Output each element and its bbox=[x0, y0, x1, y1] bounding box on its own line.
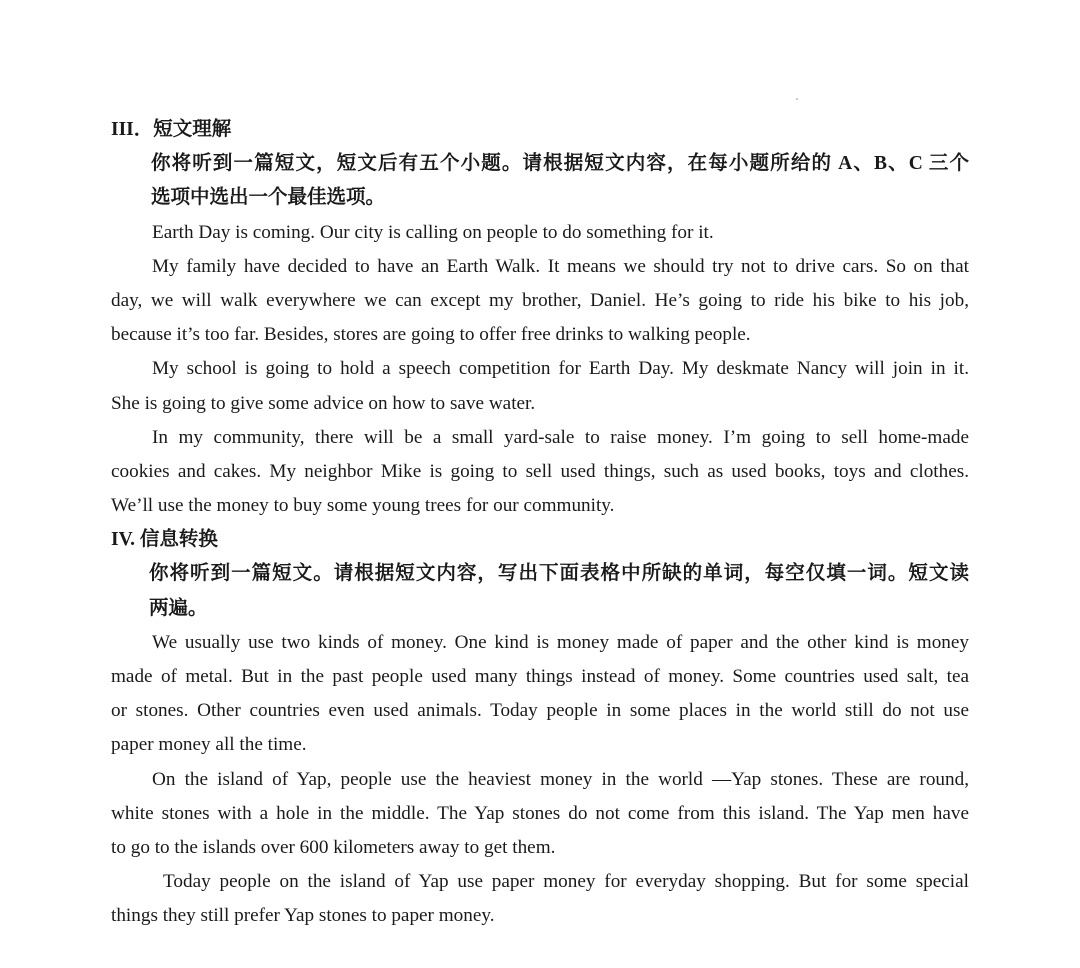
passage-line: We usually use two kinds of money. One kind is money made of paper and the other kind is money bbox=[152, 631, 969, 653]
passage-line: We’ll use the money to buy some young trees for our community. bbox=[111, 495, 615, 517]
passage-line: day, we will walk everywhere we can except my brother, Daniel. He’s going to ride his bike to his job, bbox=[111, 289, 969, 311]
passage-line: white stones with a hole in the middle. The Yap stones do not come from this island. The Yap men have bbox=[111, 802, 969, 824]
section-4-instruction-line: 两遍。 bbox=[149, 597, 208, 619]
passage-line: made of metal. But in the past people used many things instead of money. Some countries used salt, tea bbox=[111, 666, 969, 687]
passage-line: paper money all the time. bbox=[111, 734, 307, 756]
passage-line: or stones. Other countries even used animals. Today people in some places in the world still do not use bbox=[111, 700, 969, 722]
passage-line: On the island of Yap, people use the heaviest money in the world —Yap stones. These are round, bbox=[152, 768, 969, 790]
passage-line: Today people on the island of Yap use paper money for everyday shopping. But for some special bbox=[163, 871, 969, 893]
section-4-instruction-line: 你将听到一篇短文。请根据短文内容，写出下面表格中所缺的单词，每空仅填一词。短文读 bbox=[149, 563, 969, 585]
passage-line: She is going to give some advice on how to save water. bbox=[111, 392, 536, 414]
exam-page bbox=[111, 113, 969, 934]
passage-line: cookies and cakes. My neighbor Mike is going to sell used things, such as used books, toys and clothes. bbox=[111, 460, 969, 482]
section-3-instruction-line: 选项中选出一个最佳选项。 bbox=[151, 187, 386, 209]
passage-line: because it’s too far. Besides, stores are going to offer free drinks to walking people. bbox=[111, 324, 751, 346]
passage-line: In my community, there will be a small yard-sale to raise money. I’m going to sell home-made bbox=[152, 426, 969, 448]
scan-speck bbox=[796, 98, 798, 100]
section-3-instruction-line: 你将听到一篇短文，短文后有五个小题。请根据短文内容，在每小题所给的 A、B、C 三个 bbox=[151, 153, 969, 175]
passage-line: Earth Day is coming. Our city is calling on people to do something for it. bbox=[152, 221, 714, 243]
passage-line: My school is going to hold a speech competition for Earth Day. My deskmate Nancy will join in it. bbox=[152, 358, 969, 380]
passage-line: things they still prefer Yap stones to paper money. bbox=[111, 905, 495, 927]
section-4-heading: IV. 信息转换 bbox=[111, 529, 218, 551]
section-3-heading: III．短文理解 bbox=[111, 119, 232, 140]
passage-line: to go to the islands over 600 kilometers away to get them. bbox=[111, 836, 556, 858]
passage-line: My family have decided to have an Earth Walk. It means we should try not to drive cars. So on that bbox=[152, 255, 969, 277]
